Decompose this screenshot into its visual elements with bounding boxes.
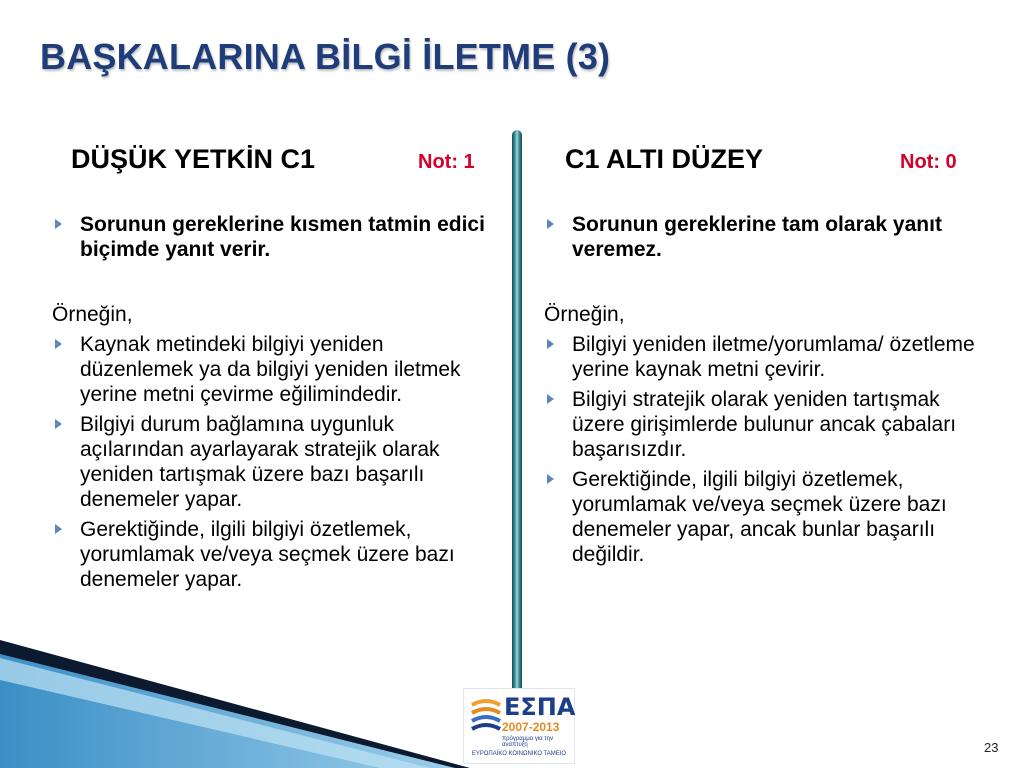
left-heading: DÜŞÜK YETKİN C1 [71, 144, 316, 174]
bullet-arrow-icon [55, 419, 62, 429]
left-note: Not: 1 [418, 151, 475, 173]
left-item-3-text: Gerektiğinde, ilgili bilgiyi özetlemek, yorumlamak ve/veya seçmek üzere bazı denemeler yapar. [80, 518, 455, 591]
left-item-2 [52, 412, 502, 512]
bullet-arrow-icon [547, 219, 554, 229]
bullet-arrow-icon [547, 339, 554, 349]
left-column-header [52, 140, 502, 184]
page-number: 23 [984, 740, 999, 755]
left-item-2-text: Bilgiyi durum bağlamına uygunluk açılarından ayarlayarak stratejik olarak yeniden tartışmak üzere bazı başarılı denemeler yapar. [80, 413, 440, 511]
left-column [52, 140, 502, 592]
right-item-1 [544, 332, 994, 382]
right-lead-text: Sorunun gereklerine tam olarak yanıt veremez. [572, 213, 942, 261]
logo-tagline: πρόγραμμα για την ανάπτυξη [502, 736, 553, 748]
espa-logo [463, 688, 575, 764]
right-item-2-text: Bilgiyi stratejik olarak yeniden tartışmak üzere girişimlerde bulunur ancak çabaları başarısızdır. [572, 388, 957, 461]
left-lead-text: Sorunun gereklerine kısmen tatmin edici biçimde yanıt verir. [80, 213, 485, 261]
bullet-arrow-icon [55, 219, 62, 229]
logo-years: 2007-2013 [502, 720, 560, 734]
slide-title: BAŞKALARINA BİLGİ İLETME (3) [40, 36, 611, 77]
logo-name: ΕΣΠΑ [504, 693, 576, 721]
right-item-2 [544, 387, 994, 462]
logo-waves-icon [470, 695, 502, 735]
bullet-arrow-icon [547, 474, 554, 484]
logo-fund: ΕΥΡΩΠΑΪΚΟ ΚΟΙΝΩΝΙΚΟ ΤΑΜΕΙΟ [471, 751, 567, 757]
bullet-arrow-icon [547, 394, 554, 404]
left-item-1 [52, 332, 502, 407]
right-note: Not: 0 [900, 151, 957, 173]
bullet-arrow-icon [55, 524, 62, 534]
right-column [544, 140, 994, 567]
right-lead-item [544, 212, 994, 262]
right-item-1-text: Bilgiyi yeniden iletme/yorumlama/ özetleme yerine kaynak metni çevirir. [572, 333, 975, 381]
left-lead-item [52, 212, 502, 262]
left-example-label: Örneğin, [52, 303, 133, 326]
right-item-3-text: Gerektiğinde, ilgili bilgiyi özetlemek, yorumlamak ve/veya seçmek üzere bazı denemeler yapar, ancak bunlar başarılı değildir. [572, 468, 947, 566]
left-item-3 [52, 517, 502, 592]
bullet-arrow-icon [55, 339, 62, 349]
decorative-swoosh [0, 640, 520, 768]
left-item-1-text: Kaynak metindeki bilgiyi yeniden düzenlemek ya da bilgiyi yeniden iletmek yerine metni çevirme eğilimindedir. [80, 333, 461, 406]
right-example-label: Örneğin, [544, 303, 625, 326]
right-column-header [544, 140, 994, 184]
right-item-3 [544, 467, 994, 567]
column-divider [512, 130, 522, 708]
right-heading: C1 ALTI DÜZEY [565, 144, 764, 174]
